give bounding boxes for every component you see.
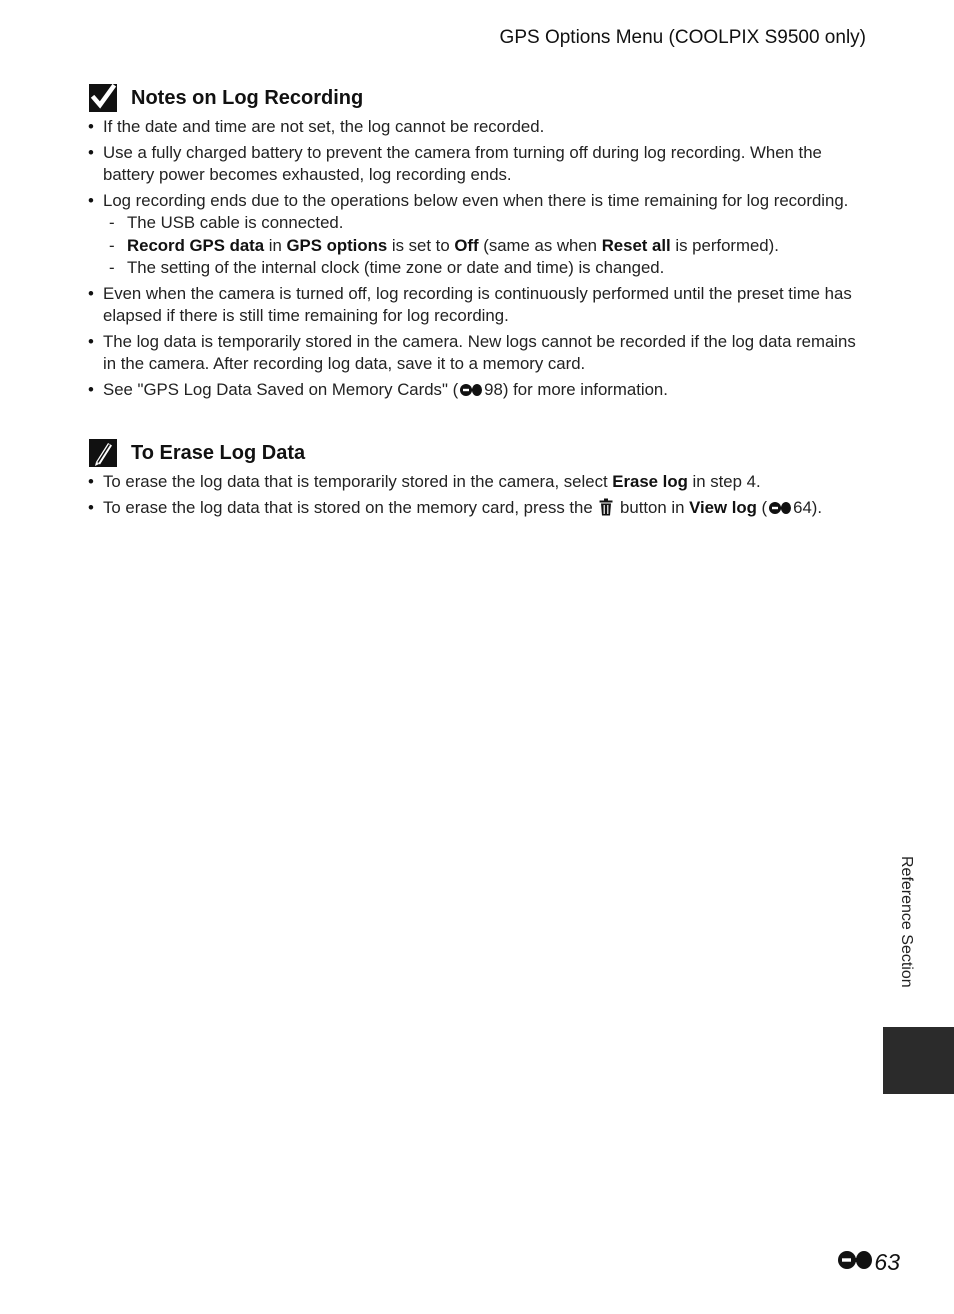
list-item (88, 283, 868, 328)
check-mark-icon (88, 83, 118, 113)
list-item (88, 116, 868, 139)
view-log-term: View log (689, 497, 757, 517)
pencil-note-icon (88, 438, 118, 468)
page-number-text: 63 (874, 1249, 900, 1275)
erase-text: ). (811, 497, 823, 517)
record-gps-data-term: Record GPS data (127, 235, 265, 255)
page-reference-link[interactable]: 98 (484, 379, 503, 399)
list-item (88, 331, 868, 376)
sub-text: in (264, 235, 287, 255)
erase-text: button in (615, 497, 690, 517)
notes-item-date-time: If the date and time are not set, the log cannot be recorded. (103, 117, 545, 136)
list-item (88, 497, 868, 523)
notes-heading (88, 82, 868, 114)
notes-item-battery: Use a fully charged battery to prevent the camera from turning off during log recording. When the battery power becomes exhausted, log recording ends. (103, 142, 822, 184)
notes-list (88, 116, 868, 403)
list-item (88, 379, 868, 404)
sub-text: is performed). (670, 235, 779, 255)
reference-section-icon (459, 381, 483, 404)
sub-text: is set to (387, 235, 455, 255)
trash-icon (599, 498, 613, 523)
reference-section-icon (837, 1250, 873, 1275)
sublist-item (103, 257, 868, 280)
sublist-item (103, 235, 868, 258)
reference-section-icon (768, 499, 792, 522)
page-number (837, 1249, 900, 1276)
notes-item-camera-off: Even when the camera is turned off, log recording is continuously performed until the preset time has elapsed if there is still time remaining for log recording. (103, 283, 852, 325)
reference-section-label: Reference Section (898, 856, 915, 988)
notes-title: Notes on Log Recording (131, 86, 364, 109)
erase-log-term: Erase log (612, 472, 688, 491)
erase-text: in step 4. (687, 472, 761, 491)
list-item (88, 471, 868, 494)
page-header-title: GPS Options Menu (COOLPIX S9500 only) (499, 27, 866, 48)
section-tab-marker (883, 1027, 954, 1094)
sub-usb-cable: The USB cable is connected. (127, 213, 344, 232)
operations-sublist (103, 212, 868, 280)
erase-heading (88, 437, 868, 469)
see-reference-text: See "GPS Log Data Saved on Memory Cards" ( (103, 379, 459, 399)
erase-title: To Erase Log Data (131, 441, 306, 464)
erase-text: To erase the log data that is stored on the memory card, press the (103, 497, 598, 517)
sub-internal-clock: The setting of the internal clock (time zone or date and time) is changed. (127, 258, 665, 277)
erase-text: To erase the log data that is temporarily stored in the camera, select (103, 472, 613, 491)
off-term: Off (454, 235, 479, 255)
erase-list (88, 471, 868, 522)
notes-item-temporary-storage: The log data is temporarily stored in the camera. New logs cannot be recorded if the log data remains in the camera. After recording log data, save it to a memory card. (103, 331, 856, 373)
sublist-item (103, 212, 868, 235)
see-reference-text: ) for more information. (502, 379, 668, 399)
sub-text: (same as when (478, 235, 602, 255)
list-item (88, 190, 868, 280)
notes-section (88, 82, 868, 406)
gps-options-term: GPS options (286, 235, 388, 255)
list-item (88, 142, 868, 187)
erase-text: ( (756, 497, 768, 517)
reset-all-term: Reset all (601, 235, 671, 255)
notes-item-operations: Log recording ends due to the operations below even when there is time remaining for log recording. (103, 190, 849, 210)
page-reference-link[interactable]: 64 (793, 497, 812, 517)
erase-section (88, 437, 868, 525)
